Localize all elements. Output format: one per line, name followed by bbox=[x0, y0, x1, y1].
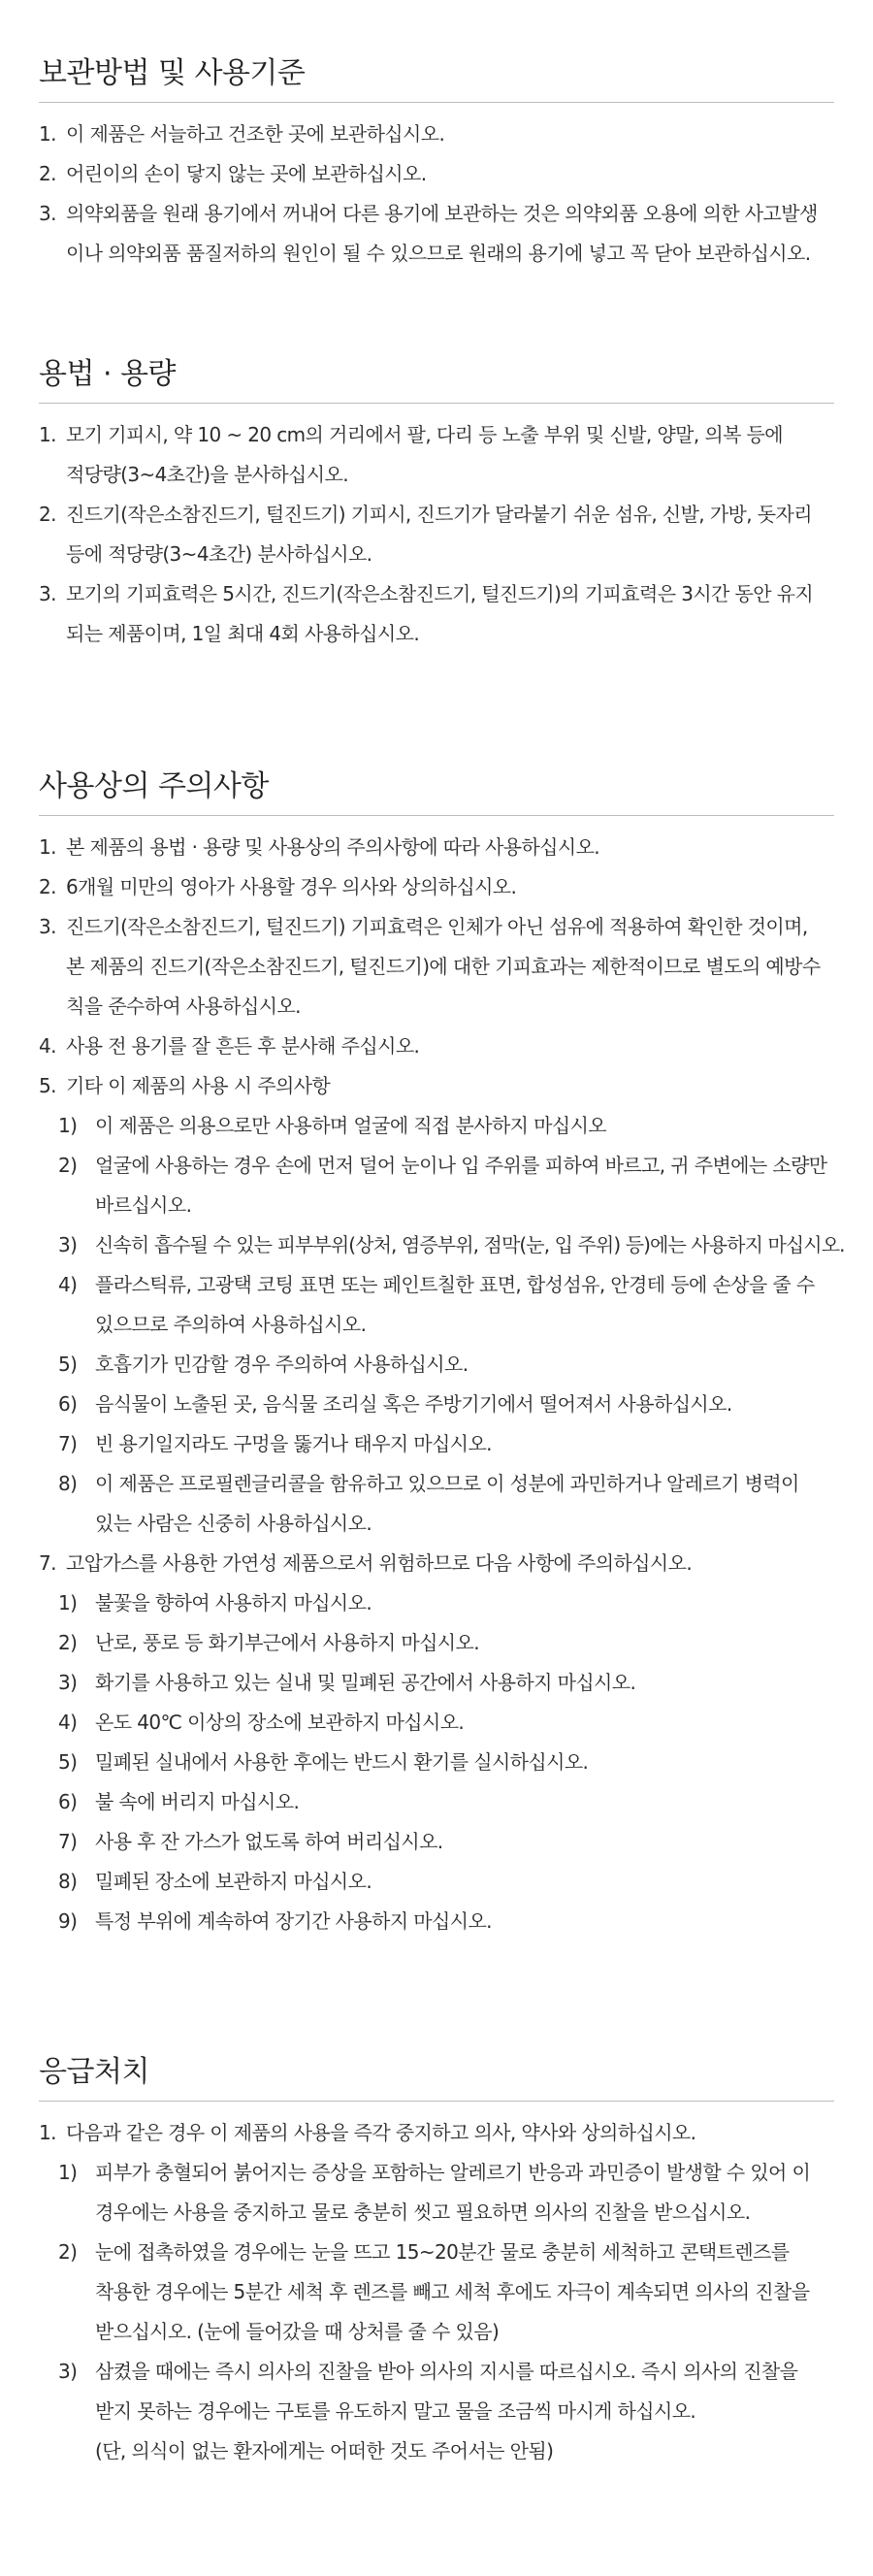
sub-item-text-line: 난로, 풍로 등 화기부근에서 사용하지 마십시오. bbox=[95, 1631, 479, 1654]
item-text-line: 사용 전 용기를 잘 흔든 후 분사해 주십시오. bbox=[66, 1034, 420, 1058]
item-number: 2. bbox=[39, 875, 56, 898]
item-number: 4. bbox=[39, 1034, 56, 1058]
list-item bbox=[39, 828, 834, 867]
sub-item-number: 4) bbox=[58, 1711, 78, 1734]
item-text-line: 기타 이 제품의 사용 시 주의사항 bbox=[66, 1074, 331, 1097]
sub-item-text-line: 이 제품은 의용으로만 사용하며 얼굴에 직접 분사하지 마십시오 bbox=[95, 1114, 607, 1137]
sub-item-number: 2) bbox=[58, 1631, 78, 1654]
sub-item-text-line: 밀폐된 장소에 보관하지 마십시오. bbox=[95, 1870, 372, 1893]
sub-item-text-line: 받지 못하는 경우에는 구토를 유도하지 말고 물을 조금씩 마시게 하십시오. bbox=[95, 2399, 696, 2423]
sub-item-text-line: 바르십시오. bbox=[95, 1193, 192, 1217]
sub-item-text-line: 특정 부위에 계속하여 장기간 사용하지 마십시오. bbox=[95, 1909, 492, 1933]
section-storage bbox=[39, 53, 834, 274]
sub-item bbox=[39, 1265, 834, 1345]
item-list bbox=[39, 828, 845, 1941]
list-item bbox=[39, 415, 834, 495]
item-number: 2. bbox=[39, 162, 56, 185]
section-first-aid bbox=[39, 2052, 834, 2471]
sub-item-number: 5) bbox=[58, 1353, 78, 1376]
sub-item-text-line: 빈 용기일지라도 구멍을 뚫거나 태우지 마십시오. bbox=[95, 1432, 492, 1455]
item-number: 5. bbox=[39, 1074, 56, 1097]
sub-item-text-line: 호흡기가 민감할 경우 주의하여 사용하십시오. bbox=[95, 1353, 469, 1376]
sub-item-text-line: 화기를 사용하고 있는 실내 및 밀폐된 공간에서 사용하지 마십시오. bbox=[95, 1671, 636, 1694]
section-dosage bbox=[39, 354, 834, 654]
item-number: 1. bbox=[39, 835, 56, 859]
sub-item bbox=[39, 1782, 834, 1822]
sub-item-text-line: 온도 40℃ 이상의 장소에 보관하지 마십시오. bbox=[95, 1711, 465, 1734]
list-item bbox=[39, 574, 834, 654]
item-list bbox=[39, 415, 834, 654]
sub-item-number: 1) bbox=[58, 1591, 78, 1614]
item-number: 3. bbox=[39, 202, 56, 225]
list-item bbox=[39, 154, 834, 194]
sub-item-number: 6) bbox=[58, 1790, 78, 1813]
list-item bbox=[39, 1027, 834, 1066]
sub-item-number: 1) bbox=[58, 2161, 78, 2184]
sub-item bbox=[39, 2352, 834, 2471]
item-text-line: 이 제품은 서늘하고 건조한 곳에 보관하십시오. bbox=[66, 122, 445, 146]
item-text-line: 고압가스를 사용한 가연성 제품으로서 위험하므로 다음 사항에 주의하십시오. bbox=[66, 1551, 693, 1575]
sub-item-text-line: 불 속에 버리지 마십시오. bbox=[95, 1790, 300, 1813]
sub-item bbox=[39, 1623, 834, 1663]
sub-item bbox=[39, 1385, 834, 1424]
item-number: 1. bbox=[39, 423, 56, 446]
sub-item-text-line: 밀폐된 실내에서 사용한 후에는 반드시 환기를 실시하십시오. bbox=[95, 1750, 589, 1774]
sub-item bbox=[39, 1106, 834, 1146]
sub-item-number: 9) bbox=[58, 1909, 78, 1933]
sub-list bbox=[39, 2153, 834, 2471]
sub-item bbox=[39, 1862, 834, 1902]
sub-list-wrap bbox=[39, 1583, 834, 1941]
list-item bbox=[39, 495, 834, 574]
sub-item-text-line: 얼굴에 사용하는 경우 손에 먼저 덜어 눈이나 입 주위를 피하여 바르고, 귀 주변에는 소량만 bbox=[95, 1154, 827, 1177]
list-item bbox=[39, 1066, 834, 1106]
item-text-line: 되는 제품이며, 1일 최대 4회 사용하십시오. bbox=[66, 622, 420, 645]
sub-item-number: 6) bbox=[58, 1392, 78, 1416]
sub-item-text-line: 플라스틱류, 고광택 코팅 표면 또는 페인트칠한 표면, 합성섬유, 안경테 등에 손상을 줄 수 bbox=[95, 1273, 815, 1296]
item-text-line: 적당량(3~4초간)을 분사하십시오. bbox=[66, 463, 348, 486]
sub-item bbox=[39, 1703, 834, 1743]
item-list bbox=[39, 2113, 834, 2471]
sub-item-text-line: 받으십시오. (눈에 들어갔을 때 상처를 줄 수 있음) bbox=[95, 2320, 500, 2343]
sub-item-text-line: 있는 사람은 신중히 사용하십시오. bbox=[95, 1512, 372, 1535]
sub-item bbox=[39, 1424, 834, 1464]
sub-item-text-line: 신속히 흡수될 수 있는 피부부위(상처, 염증부위, 점막(눈, 입 주위) 등)에는 사용하지 마십시오. bbox=[95, 1233, 845, 1256]
sub-item-number: 7) bbox=[58, 1830, 78, 1853]
sub-item-text-line: 불꽃을 향하여 사용하지 마십시오. bbox=[95, 1591, 372, 1614]
list-item bbox=[39, 1544, 834, 1583]
item-text-line: 칙을 준수하여 사용하십시오. bbox=[66, 995, 301, 1018]
sub-item-number: 8) bbox=[58, 1472, 78, 1495]
sub-item bbox=[39, 1345, 834, 1385]
item-text-line: 모기의 기피효력은 5시간, 진드기(작은소참진드기, 털진드기)의 기피효력은 3시간 동안 유지 bbox=[66, 582, 814, 605]
sub-item-text-line: 음식물이 노출된 곳, 음식물 조리실 혹은 주방기기에서 떨어져서 사용하십시오. bbox=[95, 1392, 732, 1416]
sub-list-wrap bbox=[39, 1106, 845, 1544]
item-text-line: 다음과 같은 경우 이 제품의 사용을 즉각 중지하고 의사, 약사와 상의하십시오. bbox=[66, 2121, 696, 2144]
list-item bbox=[39, 2113, 834, 2153]
sub-item bbox=[39, 1743, 834, 1782]
sub-item-number: 2) bbox=[58, 2240, 78, 2264]
item-text-line: 이나 의약외품 품질저하의 원인이 될 수 있으므로 원래의 용기에 넣고 꼭 닫아 보관하십시오. bbox=[66, 242, 811, 265]
sub-item-number: 8) bbox=[58, 1870, 78, 1893]
item-text-line: 본 제품의 진드기(작은소참진드기, 털진드기)에 대한 기피효과는 제한적이므로 별도의 예방수 bbox=[66, 955, 821, 978]
section-title: 용법 · 용량 bbox=[39, 354, 834, 404]
sub-item bbox=[39, 1822, 834, 1862]
list-item bbox=[39, 907, 834, 1027]
sub-item-number: 4) bbox=[58, 1273, 78, 1296]
sub-item bbox=[39, 1902, 834, 1941]
item-number: 7. bbox=[39, 1551, 56, 1575]
sub-item bbox=[39, 2233, 834, 2352]
item-text-line: 의약외품을 원래 용기에서 꺼내어 다른 용기에 보관하는 것은 의약외품 오용에 의한 사고발생 bbox=[66, 202, 818, 225]
item-text-line: 모기 기피시, 약 10 ~ 20 cm의 거리에서 팔, 다리 등 노출 부위 및 신발, 양말, 의복 등에 bbox=[66, 423, 784, 446]
section-title: 보관방법 및 사용기준 bbox=[39, 53, 834, 103]
sub-item-number: 2) bbox=[58, 1154, 78, 1177]
item-list bbox=[39, 114, 834, 274]
item-text-line: 6개월 미만의 영아가 사용할 경우 의사와 상의하십시오. bbox=[66, 875, 517, 898]
sub-item-number: 5) bbox=[58, 1750, 78, 1774]
item-number: 1. bbox=[39, 2121, 56, 2144]
sub-item-text-line: 있으므로 주의하여 사용하십시오. bbox=[95, 1313, 367, 1336]
item-number: 3. bbox=[39, 915, 56, 938]
item-text-line: 어린이의 손이 닿지 않는 곳에 보관하십시오. bbox=[66, 162, 427, 185]
list-item bbox=[39, 114, 834, 154]
sub-item-text-line: 피부가 충혈되어 붉어지는 증상을 포함하는 알레르기 반응과 과민증이 발생할 수 있어 이 bbox=[95, 2161, 811, 2184]
sub-item-number: 1) bbox=[58, 1114, 78, 1137]
sub-item-number: 3) bbox=[58, 1671, 78, 1694]
sub-list-wrap bbox=[39, 2153, 834, 2471]
section-title: 사용상의 주의사항 bbox=[39, 766, 834, 816]
list-item bbox=[39, 867, 834, 907]
section-title: 응급처치 bbox=[39, 2052, 834, 2102]
item-number: 2. bbox=[39, 503, 56, 526]
sub-item bbox=[39, 2153, 834, 2233]
sub-list bbox=[39, 1106, 845, 1544]
sub-item-text-line: (단, 의식이 없는 환자에게는 어떠한 것도 주어서는 안됨) bbox=[95, 2439, 554, 2462]
sub-item bbox=[39, 1464, 834, 1544]
sub-item-text-line: 이 제품은 프로필렌글리콜을 함유하고 있으므로 이 성분에 과민하거나 알레르기 병력이 bbox=[95, 1472, 799, 1495]
sub-item-text-line: 눈에 접촉하였을 경우에는 눈을 뜨고 15~20분간 물로 충분히 세척하고 콘택트렌즈를 bbox=[95, 2240, 790, 2264]
sub-item bbox=[39, 1146, 834, 1225]
item-text-line: 진드기(작은소참진드기, 털진드기) 기피시, 진드기가 달라붙기 쉬운 섬유, 신발, 가방, 돗자리 bbox=[66, 503, 812, 526]
sub-list bbox=[39, 1583, 834, 1941]
item-number: 3. bbox=[39, 582, 56, 605]
sub-item bbox=[39, 1663, 834, 1703]
sub-item-number: 3) bbox=[58, 2360, 78, 2383]
sub-item-text-line: 삼켰을 때에는 즉시 의사의 진찰을 받아 의사의 지시를 따르십시오. 즉시 의사의 진찰을 bbox=[95, 2360, 798, 2383]
item-number: 1. bbox=[39, 122, 56, 146]
list-item bbox=[39, 194, 834, 274]
sub-item-number: 7) bbox=[58, 1432, 78, 1455]
item-text-line: 진드기(작은소참진드기, 털진드기) 기피효력은 인체가 아닌 섬유에 적용하여 확인한 것이며, bbox=[66, 915, 808, 938]
sub-item-text-line: 사용 후 잔 가스가 없도록 하여 버리십시오. bbox=[95, 1830, 443, 1853]
item-text-line: 본 제품의 용법 · 용량 및 사용상의 주의사항에 따라 사용하십시오. bbox=[66, 835, 600, 859]
sub-item-number: 3) bbox=[58, 1233, 78, 1256]
sub-item bbox=[39, 1583, 834, 1623]
section-precautions bbox=[39, 766, 845, 1941]
item-text-line: 등에 적당량(3~4초간) 분사하십시오. bbox=[66, 542, 372, 566]
sub-item-text-line: 경우에는 사용을 중지하고 물로 충분히 씻고 필요하면 의사의 진찰을 받으십시오. bbox=[95, 2201, 751, 2224]
sub-item bbox=[39, 1225, 845, 1265]
sub-item-text-line: 착용한 경우에는 5분간 세척 후 렌즈를 빼고 세척 후에도 자극이 계속되면 의사의 진찰을 bbox=[95, 2280, 810, 2303]
